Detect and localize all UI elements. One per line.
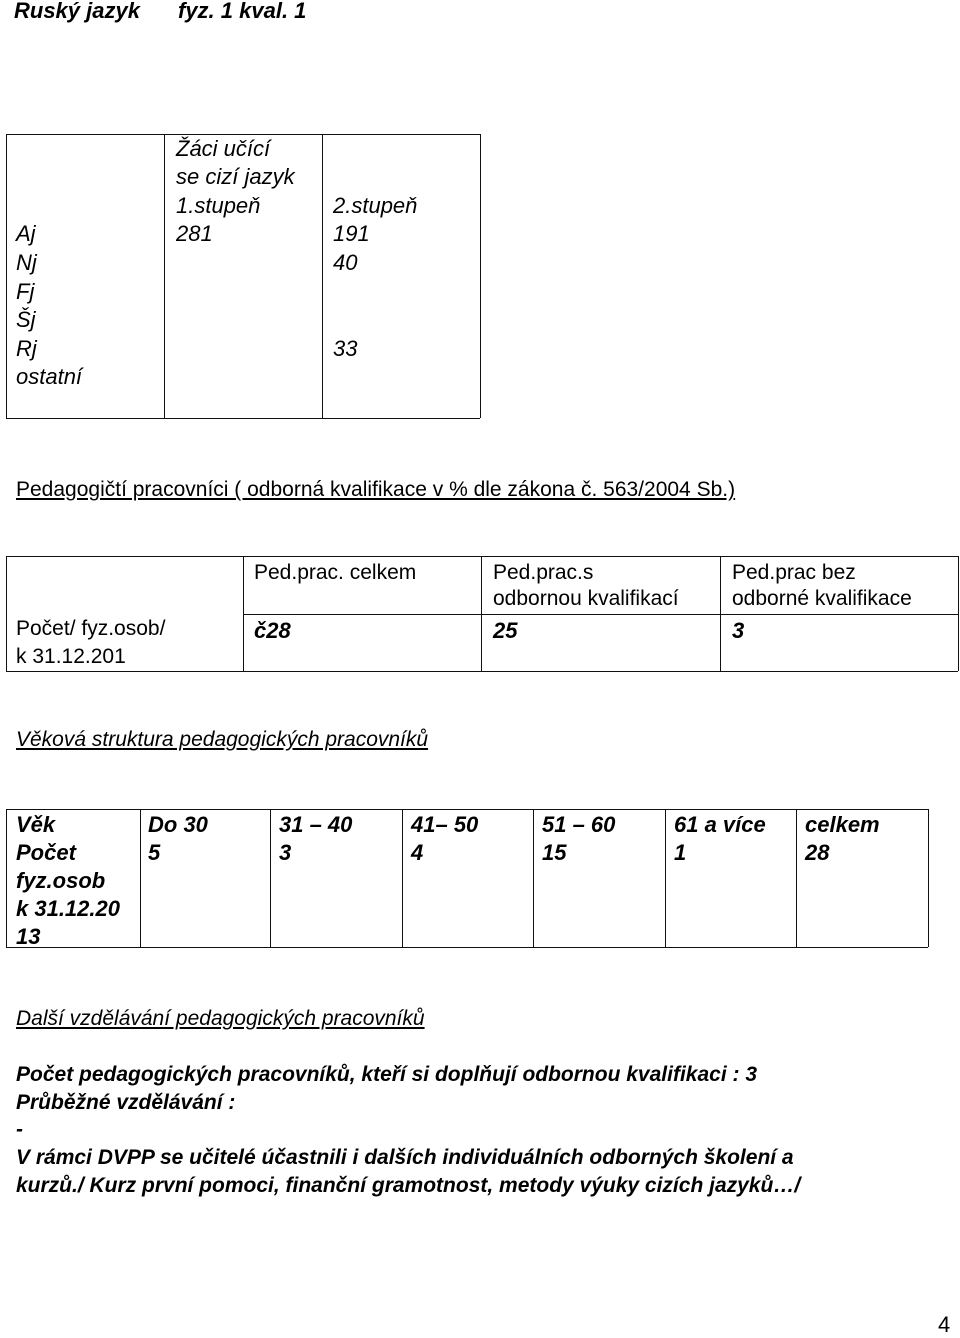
cell-value: 191 bbox=[333, 221, 370, 246]
ped-header-total: Ped.prac. celkem bbox=[254, 561, 417, 584]
column-header-1: 1.stupeň bbox=[176, 193, 261, 218]
age-value: 4 bbox=[411, 840, 424, 865]
languages-heading-line1: Žáci učící bbox=[176, 136, 271, 161]
page-number: 4 bbox=[938, 1312, 951, 1337]
age-row-label-line4: 13 bbox=[16, 924, 41, 949]
age-value: 15 bbox=[542, 840, 567, 865]
age-row-label-line2: fyz.osob bbox=[16, 868, 106, 893]
ped-value-unqualified: 3 bbox=[732, 618, 745, 643]
cell-value: 281 bbox=[176, 221, 213, 246]
cell-value: 40 bbox=[333, 250, 358, 275]
ped-row-label-line2: k 31.12.201 bbox=[16, 645, 126, 668]
education-line-2: Průběžné vzdělávání : bbox=[16, 1091, 236, 1114]
education-line-4: V rámci DVPP se učitelé účastnili i dalších individuálních odborných školení a bbox=[16, 1146, 794, 1169]
age-value: 3 bbox=[279, 840, 292, 865]
age-value: 5 bbox=[148, 840, 161, 865]
section-title-education: Další vzdělávání pedagogických pracovníků bbox=[16, 1007, 425, 1030]
age-value: 1 bbox=[674, 840, 687, 865]
age-header: 51 – 60 bbox=[542, 812, 616, 837]
ped-header-qualified-line1: Ped.prac.s bbox=[493, 561, 594, 584]
age-header: Do 30 bbox=[148, 812, 208, 837]
age-header: celkem bbox=[805, 812, 880, 837]
group-label: fyz. 1 kval. 1 bbox=[178, 0, 307, 23]
education-line-1: Počet pedagogických pracovníků, kteří si doplňují odbornou kvalifikaci : 3 bbox=[16, 1063, 757, 1086]
ped-value-total: č28 bbox=[254, 618, 291, 643]
education-line-5: kurzů./ Kurz první pomoci, finanční gramotnost, metody výuky cizích jazyků…/ bbox=[16, 1174, 801, 1197]
ped-row-label-line1: Počet/ fyz.osob/ bbox=[16, 617, 166, 640]
age-value: 28 bbox=[805, 840, 830, 865]
ped-header-unqualified-line1: Ped.prac bez bbox=[732, 561, 856, 584]
languages-heading-line2: se cizí jazyk bbox=[176, 164, 295, 189]
ped-header-qualified-line2: odbornou kvalifikací bbox=[493, 587, 679, 610]
education-line-3: - bbox=[16, 1118, 23, 1141]
row-label: Fj bbox=[16, 279, 35, 304]
cell-value: 33 bbox=[333, 336, 358, 361]
row-label: Nj bbox=[16, 250, 37, 275]
age-header: 41– 50 bbox=[411, 812, 479, 837]
row-label: Rj bbox=[16, 336, 37, 361]
section-title-ped: Pedagogičtí pracovníci ( odborná kvalifikace v % dle zákona č. 563/2004 Sb.) bbox=[16, 478, 736, 501]
age-row-label-line3: k 31.12.20 bbox=[16, 896, 120, 921]
ped-header-unqualified-line2: odborné kvalifikace bbox=[732, 587, 912, 610]
column-header-2: 2.stupeň bbox=[333, 193, 418, 218]
row-label: Aj bbox=[16, 221, 36, 246]
age-header: 61 a více bbox=[674, 812, 766, 837]
row-label: Šj bbox=[16, 307, 36, 332]
subject-title: Ruský jazyk bbox=[14, 0, 140, 23]
age-row-label-line1: Počet bbox=[16, 840, 76, 865]
age-header: 31 – 40 bbox=[279, 812, 353, 837]
age-header: Věk bbox=[16, 812, 56, 837]
section-title-age: Věková struktura pedagogických pracovníků bbox=[16, 728, 429, 751]
ped-value-qualified: 25 bbox=[493, 618, 518, 643]
row-label: ostatní bbox=[16, 364, 83, 389]
